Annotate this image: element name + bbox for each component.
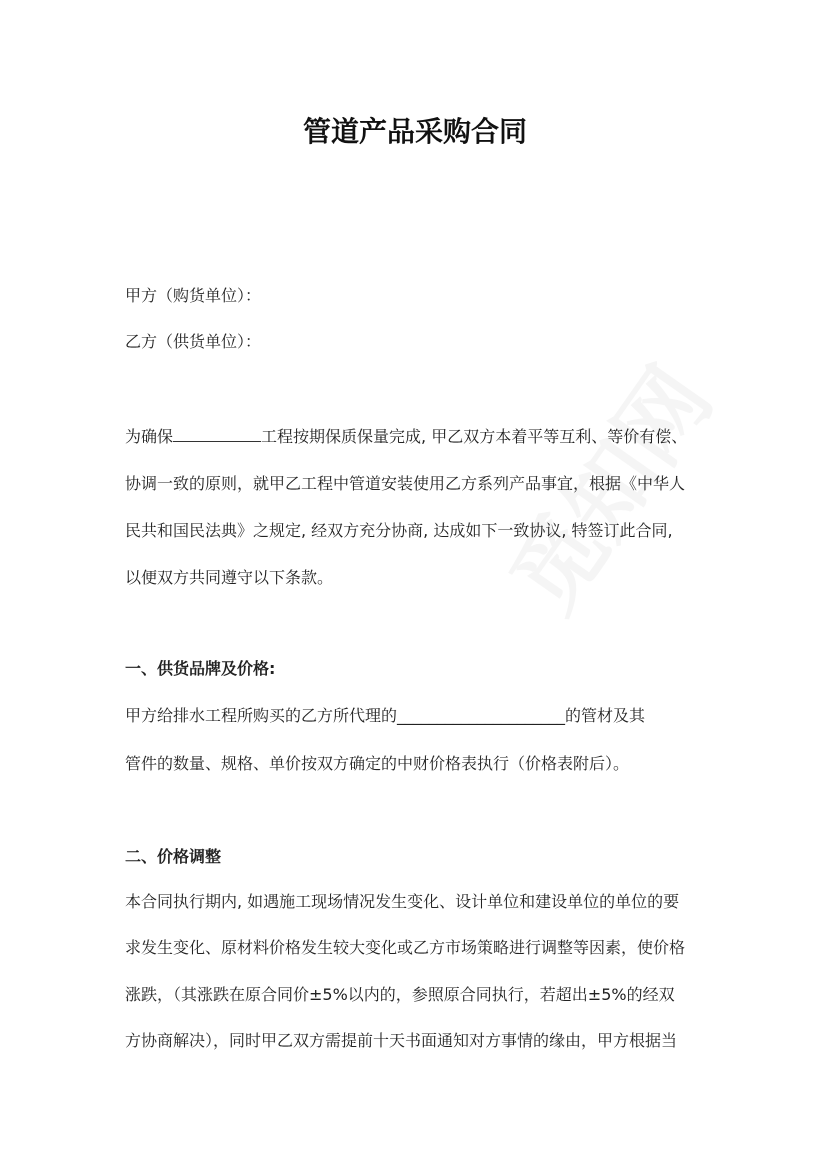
party-b-label: 乙方（供货单位）： [125, 332, 262, 351]
section-2-line-3: 涨跌，（其涨跌在原合同价±5%以内的，参照原合同执行，若超出±5%的经双 [125, 985, 675, 1004]
party-a-label: 甲方（购货单位）： [125, 286, 262, 305]
section-1-heading: 一、供货品牌及价格: [125, 659, 276, 678]
intro-line-1 [125, 427, 687, 447]
project-name-blank [173, 427, 261, 442]
page-title: 管道产品采购合同 [302, 115, 527, 148]
intro-line-3: 民共和国民法典》之规定, 经双方充分协商, 达成如下一致协议, 特签订此合同, [125, 521, 673, 540]
section-2-line-2: 求发生变化、原材料价格发生较大变化或乙方市场策略进行调整等因素，使价格 [125, 938, 686, 957]
section-2-line-4: 方协商解决），同时甲乙双方需提前十天书面通知对方事情的缘由，甲方根据当 [125, 1031, 678, 1050]
intro-line-1-post: 工程按期保质保量完成, 甲乙双方本着平等互利、等价有偿、 [261, 427, 688, 446]
intro-line-4: 以便双方共同遵守以下条款。 [125, 568, 334, 587]
intro-line-2: 协调一致的原则，就甲乙工程中管道安装使用乙方系列产品事宜，根据《中华人 [125, 474, 686, 493]
section-1-line-1: 甲方给排水工程所购买的乙方所代理的_____________________的管材及其 [125, 706, 646, 725]
section-2-line-1: 本合同执行期内, 如遇施工现场情况发生变化、设计单位和建设单位的单位的要 [125, 892, 680, 911]
section-1-line-2: 管件的数量、规格、单价按双方确定的中财价格表执行（价格表附后）。 [125, 754, 630, 773]
section-2-heading: 二、价格调整 [125, 847, 222, 866]
intro-line-1-pre: 为确保 [125, 427, 174, 446]
